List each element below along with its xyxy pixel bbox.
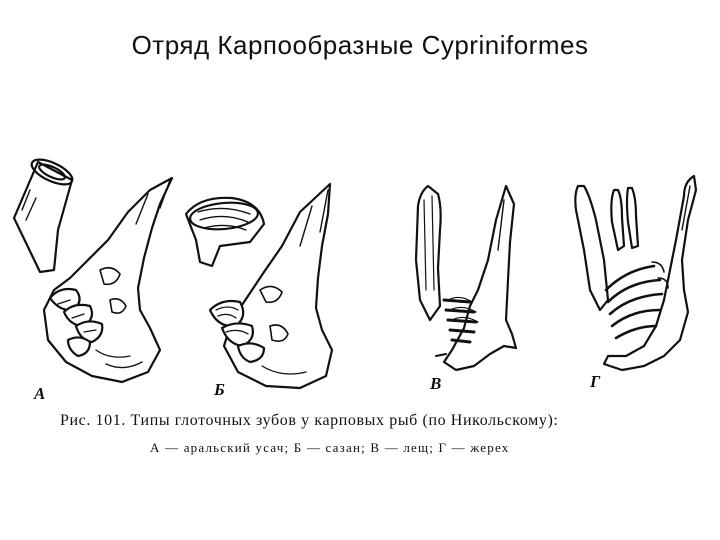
- label-b: Б: [214, 380, 225, 399]
- slide-title: Отряд Карпообразные Cypriniformes: [131, 30, 589, 60]
- label-a: А: [34, 384, 46, 403]
- tooth-drawing-a: [14, 155, 172, 382]
- figure-legend: А — аральский усач; Б — сазан; В — лещ; Г — жерех: [150, 440, 510, 455]
- tooth-drawing-b: [186, 184, 332, 388]
- label-v: В: [430, 374, 442, 393]
- figure-caption: Рис. 101. Типы глоточных зубов у карповых рыб (по Никольскому):: [60, 412, 559, 429]
- label-g: Г: [590, 372, 601, 391]
- pharyngeal-teeth-figure: [0, 150, 720, 420]
- teeth-illustration: [0, 150, 720, 420]
- tooth-drawing-v: [416, 186, 516, 370]
- tooth-drawing-g: [575, 176, 696, 370]
